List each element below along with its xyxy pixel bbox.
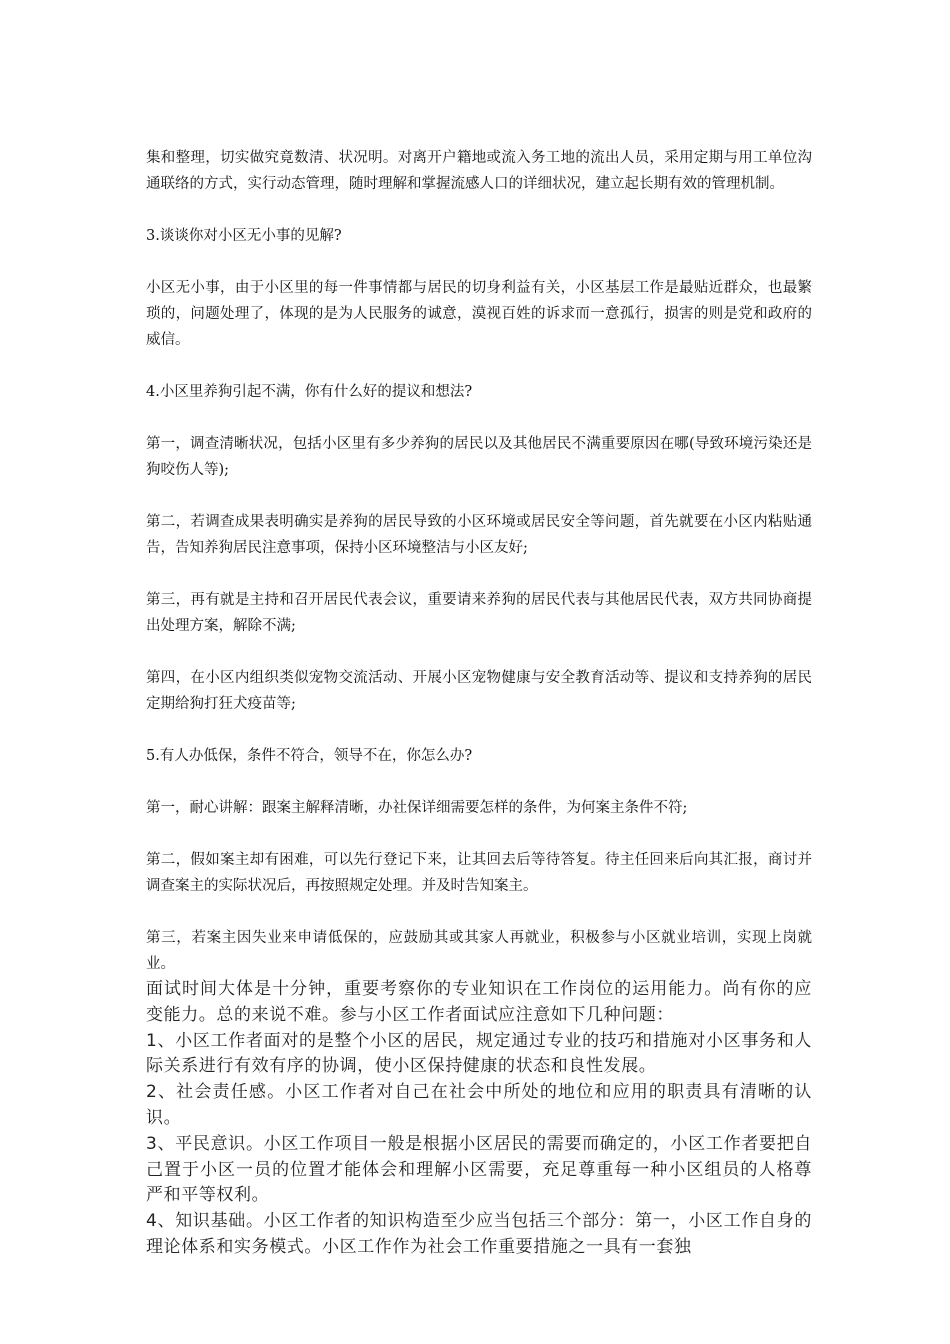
note-item-3: 3、平民意识。小区工作项目一般是根据小区居民的需要而确定的，小区工作者要把自己置于小区一员的位置才能体会和理解小区需要，充足尊重每一种小区组员的人格尊严和平等权利。 — [146, 1133, 812, 1206]
answer-3: 小区无小事，由于小区里的每一件事情都与居民的切身利益有关，小区基层工作是最贴近群众，也最繁琐的，问题处理了，体现的是为人民服务的诚意，漠视百姓的诉求而一意孤行，损害的则是党和政府的威信。 — [146, 280, 812, 348]
answer-5-point-2: 第二，假如案主却有困难，可以先行登记下来，让其回去后等待答复。待主任回来后向其汇报，商讨并调查案主的实际状况后，再按照规定处理。并及时告知案主。 — [146, 852, 812, 894]
answer-4-point-3: 第三，再有就是主持和召开居民代表会议，重要请来养狗的居民代表与其他居民代表，双方共同协商提出处理方案，解除不满; — [146, 592, 812, 634]
interview-notes — [146, 977, 812, 1261]
note-item-2: 2、社会责任感。小区工作者对自己在社会中所处的地位和应用的职责具有清晰的认识。 — [146, 1082, 812, 1128]
note-item-4: 4、知识基础。小区工作者的知识构造至少应当包括三个部分：第一，小区工作自身的理论体系和实务模式。小区工作作为社会工作重要措施之一具有一套独 — [146, 1211, 812, 1257]
question-5: 5.有人办低保，条件不符合，领导不在，你怎么办? — [146, 748, 473, 764]
question-3: 3.谈谈你对小区无小事的见解? — [146, 228, 342, 244]
answer-4-point-2: 第二，若调查成果表明确实是养狗的居民导致的小区环境或居民安全等问题，首先就要在小区内粘贴通告，告知养狗居民注意事项，保持小区环境整洁与小区友好; — [146, 514, 812, 556]
answer-4-point-4: 第四，在小区内组织类似宠物交流活动、开展小区宠物健康与安全教育活动等、提议和支持养狗的居民定期给狗打狂犬疫苗等; — [146, 670, 812, 712]
interview-intro: 面试时间大体是十分钟，重要考察你的专业知识在工作岗位的运用能力。尚有你的应变能力。总的来说不难。参与小区工作者面试应注意如下几种问题： — [146, 979, 812, 1025]
document-body — [146, 145, 812, 1261]
answer-5-point-1: 第一，耐心讲解：跟案主解释清晰，办社保详细需要怎样的条件，为何案主条件不符; — [146, 800, 688, 816]
answer-4-point-1: 第一，调查清晰状况，包括小区里有多少养狗的居民以及其他居民不满重要原因在哪(导致环境污染还是狗咬伤人等); — [146, 436, 812, 478]
question-4: 4.小区里养狗引起不满，你有什么好的提议和想法? — [146, 384, 473, 400]
note-item-1: 1、小区工作者面对的是整个小区的居民，规定通过专业的技巧和措施对小区事务和人际关系进行有效有序的协调，使小区保持健康的状态和良性发展。 — [146, 1030, 812, 1077]
paragraph-intro: 集和整理，切实做究竟数清、状况明。对离开户籍地或流入务工地的流出人员，采用定期与用工单位沟通联络的方式，实行动态管理，随时理解和掌握流感人口的详细状况，建立起长期有效的管理机制。 — [146, 150, 812, 192]
answer-5-point-3: 第三，若案主因失业来申请低保的，应鼓励其或其家人再就业，积极参与小区就业培训，实现上岗就业。 — [146, 930, 812, 972]
